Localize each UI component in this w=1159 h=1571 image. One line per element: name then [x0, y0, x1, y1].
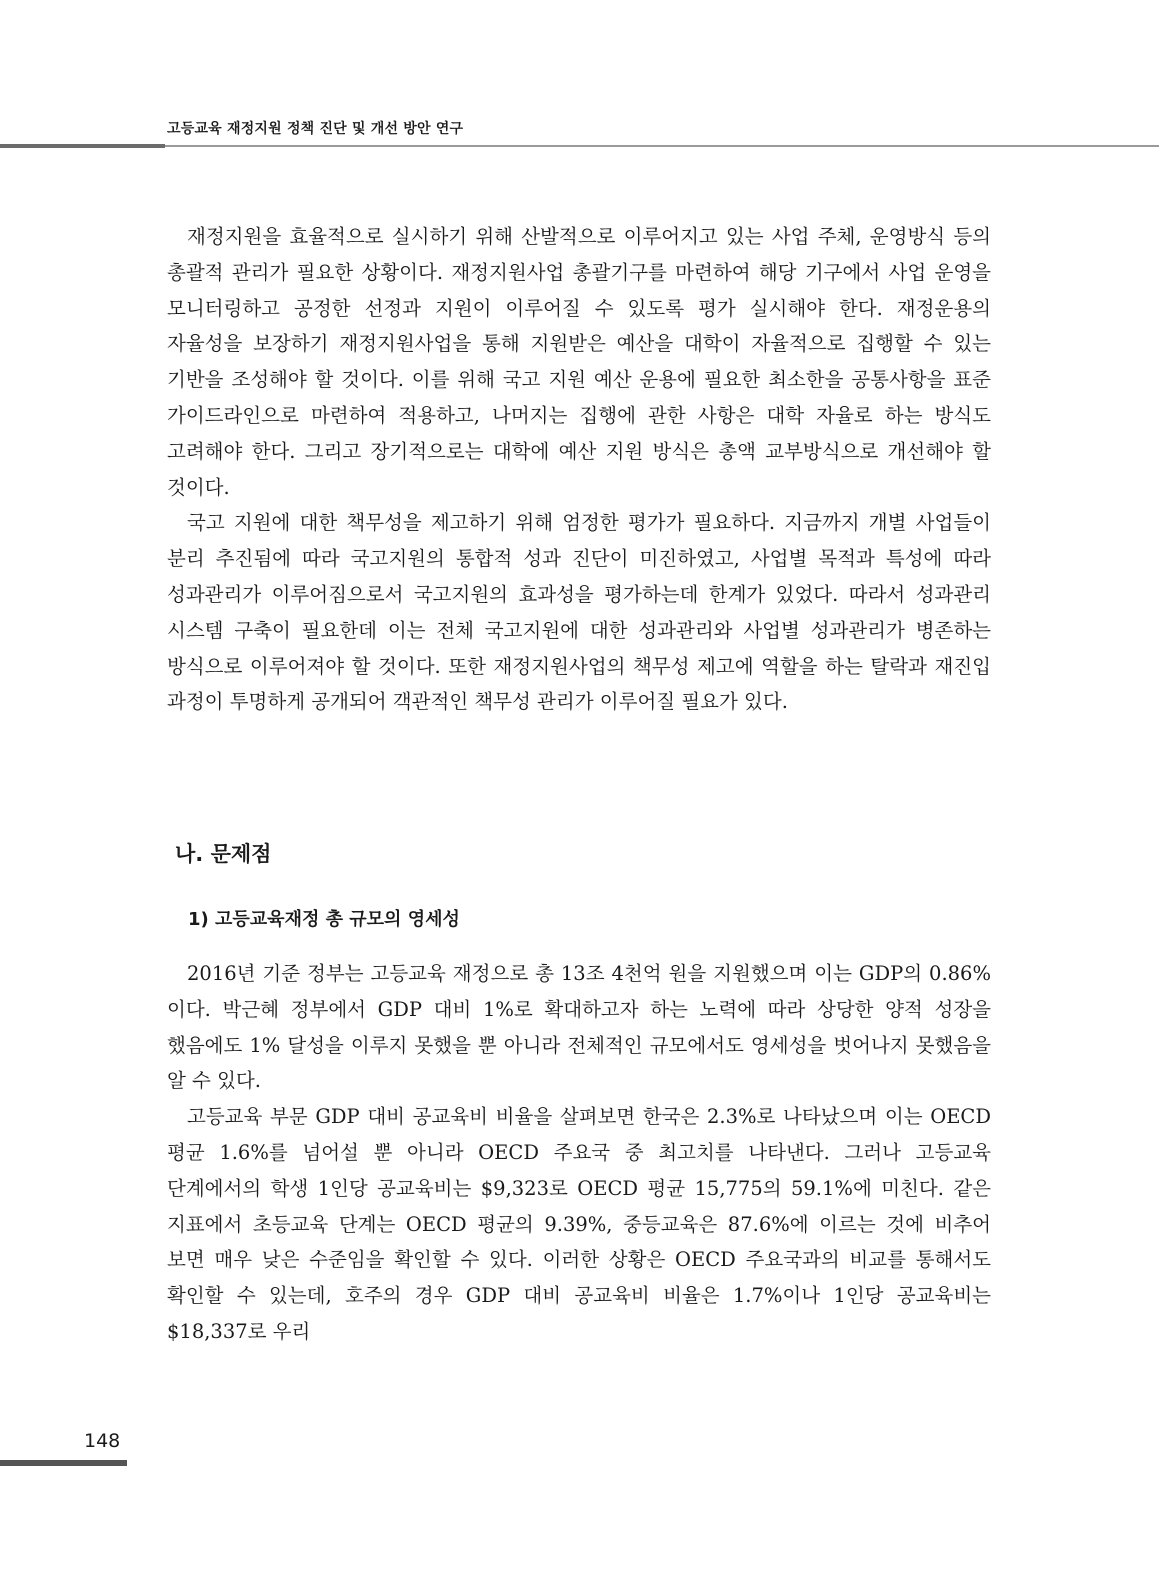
- paragraph: 고등교육 부문 GDP 대비 공교육비 비율을 살펴보면 한국은 2.3%로 나타났으며 이는 OECD 평균 1.6%를 넘어설 뿐 아니라 OECD 주요국 중 최고치를 나타낸다. 그러나 고등교육 단계에서의 학생 1인당 공교육비는 $9,323로 OECD 평균 15,775의 59.1%에 미친다. 같은 지표에서 초등교육 단계는 OECD 평균의 9.39%, 중등교육은 87.6%에 이르는 것에 비추어 보면 매우 낮은 수준임을 확인할 수 있다. 이러한 상황은 OECD 주요국과의 비교를 통해서도 확인할 수 있는데, 호주의 경우 GDP 대비 공교육비 비율은 1.7%이나 1인당 공교육비는 $18,337로 우리: [167, 1105, 991, 1343]
- paragraph: 재정지원을 효율적으로 실시하기 위해 산발적으로 이루어지고 있는 사업 주체, 운영방식 등의 총괄적 관리가 필요한 상황이다. 재정지원사업 총괄기구를 마련하여 해당 기구에서 사업 운영을 모니터링하고 공정한 선정과 지원이 이루어질 수 있도록 평가 실시해야 한다. 재정운용의 자율성을 보장하기 재정지원사업을 통해 지원받은 예산을 대학이 자율적으로 집행할 수 있는 기반을 조성해야 할 것이다. 이를 위해 국고 지원 예산 운용에 필요한 최소한을 공통사항을 표준 가이드라인으로 마련하여 적용하고, 나머지는 집행에 관한 사항은 대학 자율로 하는 방식도 고려해야 한다. 그리고 장기적으로는 대학에 예산 지원 방식은 총액 교부방식으로 개선해야 할 것이다.: [167, 225, 991, 499]
- running-header-title: 고등교육 재정지원 정책 진단 및 개선 방안 연구: [167, 121, 464, 137]
- subsection-heading: 1) 고등교육재정 총 규모의 영세성: [188, 909, 460, 930]
- section-heading: 나. 문제점: [175, 842, 272, 866]
- paragraph: 국고 지원에 대한 책무성을 제고하기 위해 엄정한 평가가 필요하다. 지금까지 개별 사업들이 분리 추진됨에 따라 국고지원의 통합적 성과 진단이 미진하였고, 사업별 목적과 특성에 따라 성과관리가 이루어짐으로서 국고지원의 효과성을 평가하는데 한계가 있었다. 따라서 성과관리 시스템 구축이 필요한데 이는 전체 국고지원에 대한 성과관리와 사업별 성과관리가 병존하는 방식으로 이루어져야 할 것이다. 또한 재정지원사업의 책무성 제고에 역할을 하는 탈락과 재진입 과정이 투명하게 공개되어 객관적인 책무성 관리가 이루어질 필요가 있다.: [167, 511, 991, 714]
- header-rule: [165, 145, 1159, 147]
- paragraph: 2016년 기준 정부는 고등교육 재정으로 총 13조 4천억 원을 지원했으며 이는 GDP의 0.86%이다. 박근혜 정부에서 GDP 대비 1%로 확대하고자 하는 노력에 따라 상당한 양적 성장을 했음에도 1% 달성을 이루지 못했을 뿐 아니라 전체적인 규모에서도 영세성을 벗어나지 못했음을 알 수 있다.: [167, 962, 991, 1093]
- footer-rule: [0, 1460, 127, 1466]
- page-number: 148: [84, 1430, 121, 1452]
- header-rule-accent: [0, 144, 165, 148]
- body-text-top: [167, 219, 991, 720]
- body-text-bottom: [167, 956, 991, 1350]
